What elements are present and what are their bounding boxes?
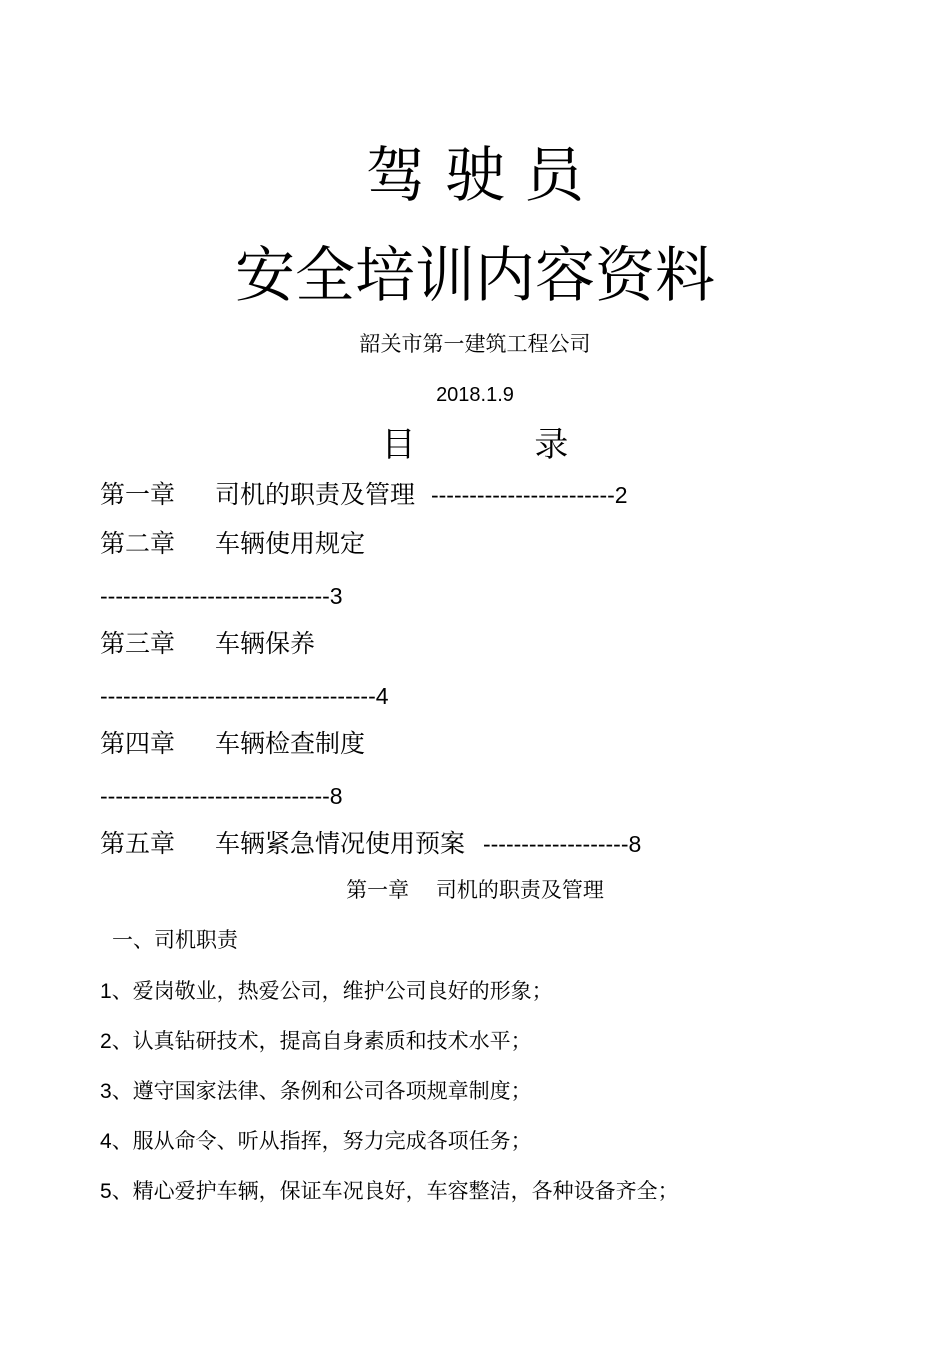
section-heading: 第一章 司机的职责及管理 xyxy=(346,878,604,902)
toc-chapter-title: 司机的职责及管理 xyxy=(215,480,416,509)
toc-heading: 目 录 xyxy=(381,425,569,465)
toc-page-number: 2 xyxy=(614,482,628,508)
list-item-number: 3 xyxy=(100,1080,112,1103)
toc-leader: ------------------------------ xyxy=(100,783,330,809)
list-item-number: 2 xyxy=(100,1030,112,1053)
list-item-text: 、认真钻研技术，提高自身素质和技术水平； xyxy=(111,1029,532,1053)
toc-chapter-title: 车辆检查制度 xyxy=(215,729,366,758)
toc-entry-4 xyxy=(100,731,365,756)
toc-page-number: 3 xyxy=(329,583,343,609)
toc-page-number: 8 xyxy=(628,831,642,857)
toc-entry-4-leader-line xyxy=(100,783,343,808)
toc-entry-2 xyxy=(100,531,365,556)
toc-chapter-title: 车辆保养 xyxy=(215,629,316,658)
document-title-line1: 驾 驶 员 xyxy=(365,141,585,211)
toc-entry-3 xyxy=(100,631,315,656)
list-item-text: 、服从命令、听从指挥，努力完成各项任务； xyxy=(111,1129,532,1153)
toc-leader: ------------------------------------ xyxy=(100,683,376,709)
list-item-text: 、精心爱护车辆，保证车况良好，车容整洁，各种设备齐全； xyxy=(111,1179,679,1203)
toc-entry-2-leader-line xyxy=(100,583,343,608)
list-item-text: 、爱岗敬业，热爱公司，维护公司良好的形象； xyxy=(111,979,553,1003)
toc-page-number: 8 xyxy=(329,783,343,809)
toc-chapter-number: 第一章 xyxy=(100,480,176,509)
list-item xyxy=(100,1131,532,1152)
list-item xyxy=(100,981,553,1002)
toc-chapter-title: 车辆使用规定 xyxy=(215,529,366,558)
section-subheading: 一、司机职责 xyxy=(112,928,238,952)
document-date: 2018.1.9 xyxy=(436,384,514,406)
list-item-number: 5 xyxy=(100,1180,112,1203)
toc-chapter-number: 第四章 xyxy=(100,729,176,758)
toc-chapter-number: 第三章 xyxy=(100,629,176,658)
document-title-line2: 安全培训内容资料 xyxy=(235,241,715,311)
list-item xyxy=(100,1031,532,1052)
toc-leader: ------------------- xyxy=(482,831,629,857)
company-name: 韶关市第一建筑工程公司 xyxy=(359,332,591,356)
toc-entry-5 xyxy=(100,831,641,856)
list-item xyxy=(100,1081,532,1102)
list-item xyxy=(100,1181,679,1202)
toc-entry-1 xyxy=(100,482,628,507)
toc-page-number: 4 xyxy=(375,683,389,709)
list-item-number: 4 xyxy=(100,1130,112,1153)
toc-chapter-title: 车辆紧急情况使用预案 xyxy=(215,829,466,858)
toc-leader: ------------------------ xyxy=(430,482,615,508)
toc-chapter-number: 第二章 xyxy=(100,529,176,558)
toc-entry-3-leader-line xyxy=(100,683,389,708)
toc-chapter-number: 第五章 xyxy=(100,829,176,858)
list-item-number: 1 xyxy=(100,980,112,1003)
list-item-text: 、遵守国家法律、条例和公司各项规章制度； xyxy=(111,1079,532,1103)
toc-leader: ------------------------------ xyxy=(100,583,330,609)
